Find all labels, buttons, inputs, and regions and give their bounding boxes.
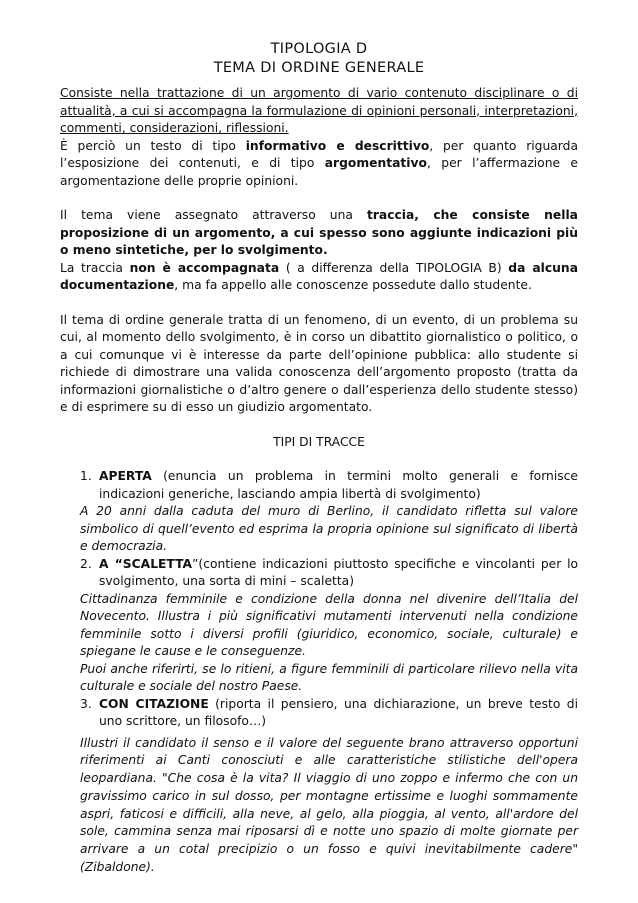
section-heading: TIPI DI TRACCE (273, 434, 365, 449)
title-line-2: TEMA DI ORDINE GENERALE (213, 60, 425, 76)
text-type-a: È perciò un testo di tipo (60, 138, 246, 153)
text-type-b: informativo e descrittivo (245, 138, 430, 153)
item-label: A “SCALETTA (99, 556, 193, 571)
item-number: 1. (80, 469, 92, 483)
item-label: APERTA (99, 469, 152, 483)
traccia-f: da alcuna documentazione (60, 260, 578, 292)
text-type-paragraph (60, 138, 578, 191)
text-type-e: , per l’affermazione e argomentazione delle proprie opinioni. (60, 156, 578, 188)
traccia-e: ( a differenza della TIPOLOGIA B) (279, 260, 509, 275)
text-type-d: argomentativo (324, 156, 427, 170)
list-item (80, 556, 578, 591)
citation-example: Illustri il candidato il senso e il valore del seguente brano attraverso opportuni riferimenti ai Canti conosciuti e alle caratteristiche stilistiche dell'opera leopardiana. "Che cosa è la vita? Il viaggio di uno zoppo e infermo che con un gravissimo carico in sul dosso, per montagne ertissime e luoghi sommamente aspri, faticosi e difficili, alla neve, al gelo, alla pioggia, al vento, all'ardore del sole, cammina senza mai riposarsi dì e notte uno spazio di molte giornate per arrivare a un cotal precipizio o un fosso e quivi inevitabilmente cadere" (Zibaldone). (80, 735, 578, 875)
example-text: A 20 anni dalla caduta del muro di Berlino, il candidato rifletta sul valore simbolico di quell’evento ed esprima la propria opinione sul significato di libertà e democrazia. (80, 504, 578, 553)
traccia-c: La traccia (60, 260, 130, 275)
traccia-paragraph (60, 207, 578, 260)
text-type-c: , per quanto riguarda l’esposizione dei contenuti, e di tipo (60, 138, 578, 170)
title-line-1: TIPOLOGIA D (270, 41, 368, 57)
example-text-2: Puoi anche riferirti, se lo ritieni, a figure femminili di particolare rilievo nella vita culturale e sociale del nostro Paese. (80, 661, 578, 693)
general-paragraph: Il tema di ordine generale tratta di un fenomeno, di un evento, di un problema su cui, al momento dello svolgimento, è in corso un dibattito giornalistico o politico, o a cui comunque vi è interesse da parte dell’opinione pubblica: allo studente si richiede di dimostrare una valida conoscenza dell’argomento proposto (tratta da informazioni giornalistiche o d’altro genere o dall’esperienza dello studente stesso) e di esprimere su di esso un giudizio argomentato. (60, 312, 578, 414)
traccia-g: , ma fa appello alle conoscenze possedute dallo studente. (174, 278, 532, 292)
traccia-b: traccia, che consiste nella proposizione di un argomento, a cui spesso sono aggiunte indicazioni più o meno sintetiche, per lo svolgimento. (60, 208, 578, 257)
example-text: Cittadinanza femminile e condizione della donna nel divenire dell’Italia del Novecento. Illustra i più significativi mutamenti intervenuti nella condizione femminile sotto i diversi profili (giuridico, economico, sociale, culturale) e spiegane le cause e le conseguenze. (80, 591, 578, 658)
documentazione-paragraph (60, 260, 578, 295)
traccia-a: Il tema viene assegnato attraverso una (60, 208, 367, 222)
list-item (80, 468, 578, 503)
item-label: CON CITAZIONE (99, 696, 209, 711)
item-number: 3. (80, 696, 92, 711)
definition-paragraph: Consiste nella trattazione di un argomento di vario contenuto disciplinare o di attualità, a cui si accompagna la formulazione di opinioni personali, interpretazioni, commenti, considerazioni, riflessioni. (60, 86, 578, 135)
item-number: 2. (80, 556, 92, 571)
list-item (80, 696, 578, 731)
traccia-d: non è accompagnata (129, 260, 280, 275)
item-desc: (riporta il pensiero, una dichiarazione, un breve testo di uno scrittore, un filosofo…) (99, 696, 578, 728)
item-desc: ”(contiene indicazioni piuttosto specifiche e vincolanti per lo svolgimento, una sorta di mini – scaletta) (99, 556, 579, 588)
item-desc: (enuncia un problema in termini molto generali e fornisce indicazioni generiche, lasciando ampia libertà di svolgimento) (99, 469, 578, 501)
document-page (60, 40, 578, 877)
